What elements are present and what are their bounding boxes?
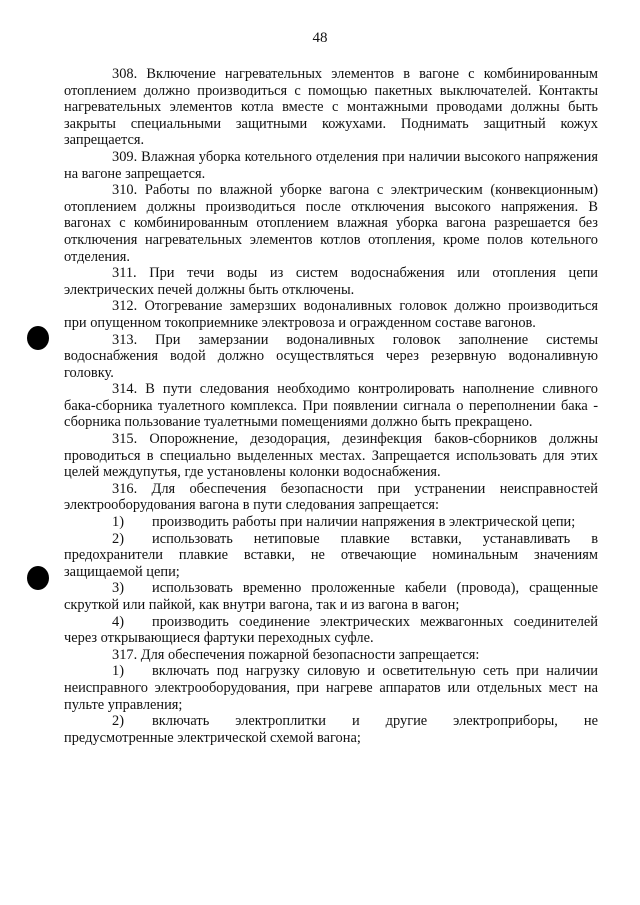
list-item-316-1 <box>64 514 598 531</box>
paragraph-312: 312. Отогревание замерзших водоналивных головок должно производиться при опущенном токоприемнике электровоза и огражденном составе вагонов. <box>64 298 598 331</box>
list-item-text: использовать нетиповые плавкие вставки, устанавливать в предохранители плавкие вставки, не отвечающие номинальным значениям защищаемой цепи; <box>64 530 598 580</box>
document-body <box>64 66 598 746</box>
list-item-number: 3) <box>112 580 124 597</box>
paragraph-315: 315. Опорожнение, дезодорация, дезинфекция баков-сборников должны проводиться в специально выделенных местах. Запрещается использовать для этих целей междупутья, где установлены колонки водоснабжения. <box>64 431 598 481</box>
list-item-317-2 <box>64 713 598 746</box>
paragraph-309: 309. Влажная уборка котельного отделения при наличии высокого напряжения на вагоне запрещается. <box>64 148 598 182</box>
paragraph-314: 314. В пути следования необходимо контролировать наполнение сливного бака-сборника туалетного комплекса. При появлении сигнала о переполнении бака - сборника пользование туалетными помещениями должно быть прекращено. <box>64 381 598 431</box>
list-item-text: производить соединение электрических межвагонных соединителей через открывающиеся фартуки переходных суфле. <box>64 613 598 647</box>
list-item-316-4 <box>64 614 598 647</box>
page-number: 48 <box>312 30 328 46</box>
punch-hole-upper <box>27 326 49 350</box>
list-item-text: производить работы при наличии напряжения в электрической цепи; <box>152 514 576 531</box>
paragraph-316: 316. Для обеспечения безопасности при устранении неисправностей электрооборудования вагона в пути следования запрещается: <box>64 480 598 514</box>
punch-hole-lower <box>27 566 49 590</box>
paragraph-310: 310. Работы по влажной уборке вагона с электрическим (конвекционным) отоплением должны производиться после отключения высокого напряжения. В вагонах с комбинированным отоплением влажная уборка вагона разрешается без отключения нагревательных элементов котлов отопления, кроме полов котельного отделения. <box>64 182 598 265</box>
paragraph-317: 317. Для обеспечения пожарной безопасности запрещается: <box>112 646 480 663</box>
list-item-number: 2) <box>112 713 124 730</box>
paragraph-308: 308. Включение нагревательных элементов в вагоне с комбинированным отоплением должно производиться с помощью пакетных выключателей. Контакты нагревательных элементов котла вместе с монтажными проводами должны быть закрыты специальными защитными кожухами. Поднимать защитный кожух запрещается. <box>64 66 598 149</box>
list-item-317-1 <box>64 663 598 713</box>
list-item-316-2 <box>64 531 598 581</box>
list-item-text: включать электроплитки и другие электроприборы, не предусмотренные электрической схемой вагона; <box>64 713 598 746</box>
paragraph-313: 313. При замерзании водоналивных головок заполнение системы водоснабжения водой должно осуществляться через резервную водоналивную головку. <box>64 331 598 381</box>
list-item-text: использовать временно проложенные кабели (провода), сращенные скруткой или пайкой, как внутри вагона, так и из вагона в вагон; <box>64 580 598 613</box>
list-item-number: 1) <box>112 514 124 531</box>
list-item-number: 4) <box>112 613 124 630</box>
list-item-number: 1) <box>112 663 124 680</box>
list-item-number: 2) <box>112 530 124 547</box>
list-item-text: включать под нагрузку силовую и осветительную сеть при наличии неисправного электрооборудования, при нагреве аппаратов или отдельных мест на пульте управления; <box>64 663 598 713</box>
list-item-316-3 <box>64 580 598 613</box>
paragraph-311: 311. При течи воды из систем водоснабжения или отопления цепи электрических печей должны быть отключены. <box>64 265 598 298</box>
